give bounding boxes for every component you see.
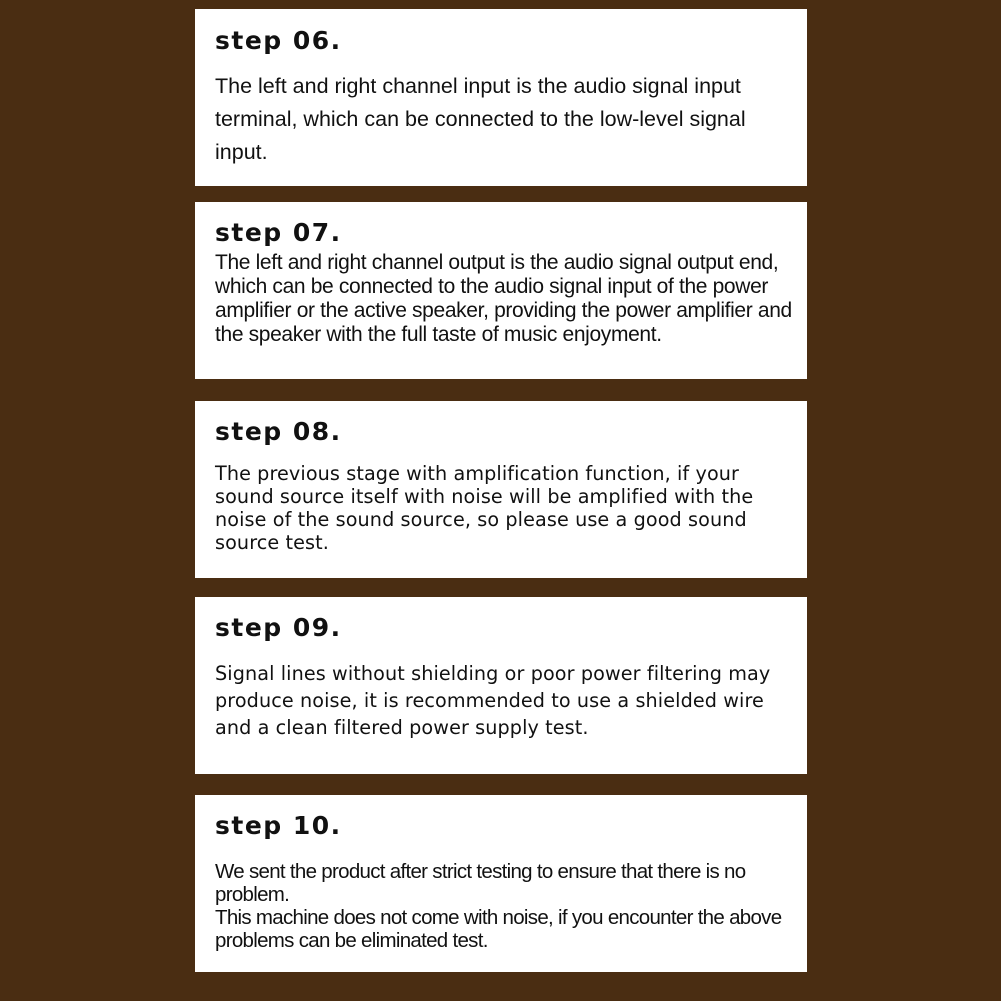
step-card-07 — [195, 202, 807, 379]
step-description: The left and right channel output is the audio signal output end, which can be connected to the audio signal input of the power amplifier or the active speaker, providing the power amplifier and the speaker with the full taste of music enjoyment. — [215, 251, 792, 346]
step-card-09 — [195, 597, 807, 774]
step-card-08 — [195, 401, 807, 578]
step-card-06 — [195, 9, 807, 186]
step-title: step 07. — [215, 218, 342, 247]
step-description-line: This machine does not come with noise, if you encounter the above problems can be eliminated test. — [215, 906, 782, 952]
step-description: Signal lines without shielding or poor power filtering may produce noise, it is recommended to use a shielded wire and a clean filtered power supply test. — [215, 662, 771, 739]
step-title: step 09. — [215, 613, 342, 642]
step-description: The previous stage with amplification function, if your sound source itself with noise will be amplified with the noise of the sound source, so please use a good sound source test. — [215, 462, 754, 554]
step-title: step 10. — [215, 811, 342, 840]
step-title: step 06. — [215, 26, 342, 55]
step-card-10 — [195, 795, 807, 972]
step-title: step 08. — [215, 417, 342, 446]
step-description: The left and right channel input is the audio signal input terminal, which can be connected to the low-level signal input. — [215, 74, 746, 164]
step-description — [215, 860, 801, 952]
step-description-line: We sent the product after strict testing to ensure that there is no problem. — [215, 860, 746, 906]
